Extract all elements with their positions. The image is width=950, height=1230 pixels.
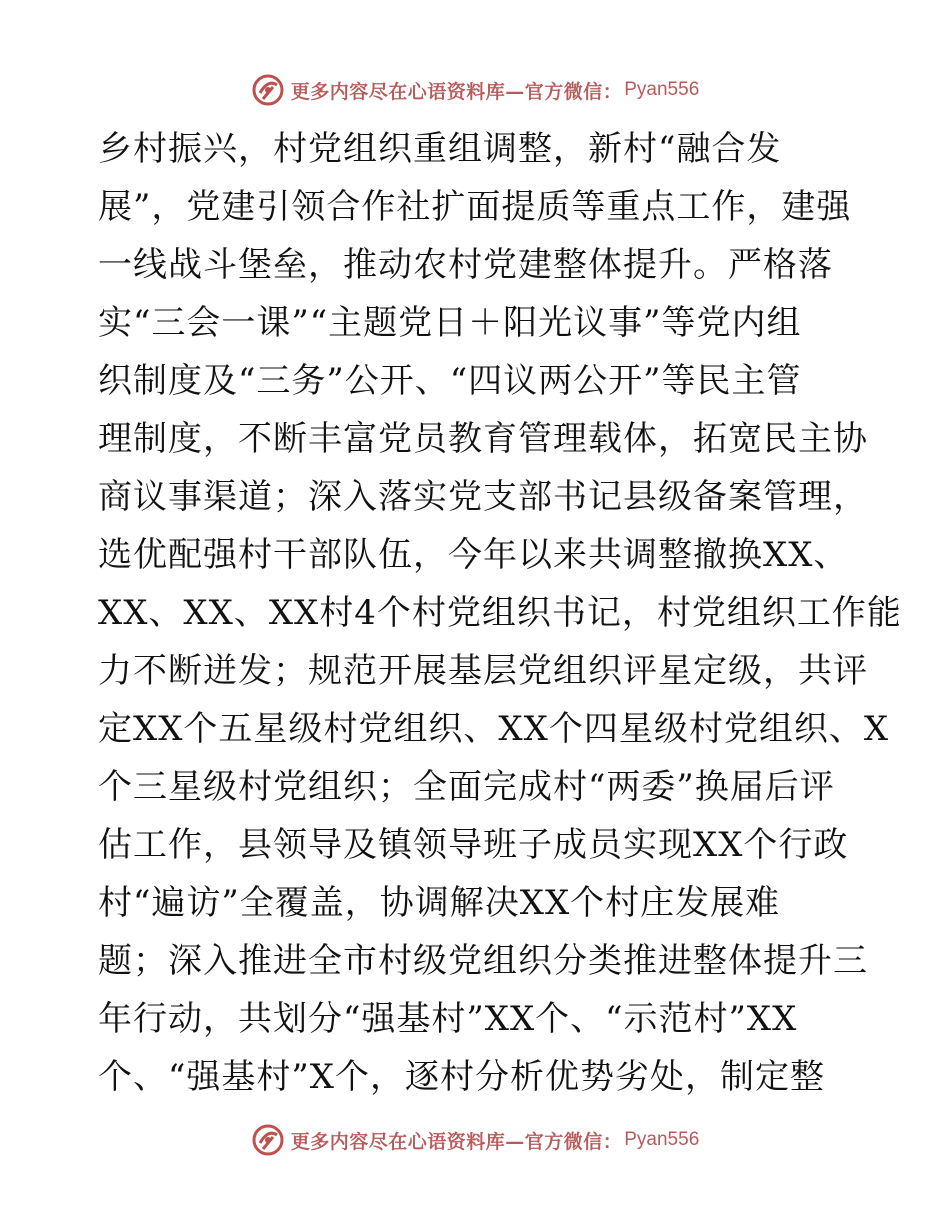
text-line: 力不断迸发；规范开展基层党组织评星定级，共评 [98, 651, 868, 691]
text-line: 年行动，共划分“强基村”XX个、“示范村”XX [98, 999, 798, 1039]
logo-icon [251, 73, 285, 107]
watermark-text: 更多内容尽在心语资料库—官方微信： [290, 1130, 623, 1153]
footer-watermark [0, 1120, 950, 1160]
text-line: 实“三会一课”“主题党日＋阳光议事”等党内组 [98, 303, 802, 343]
text-line: 理制度，不断丰富党员教育管理载体，拓宽民主协 [98, 419, 868, 459]
text-line: 商议事渠道；深入落实党支部书记县级备案管理， [98, 477, 868, 517]
text-line: 选优配强村干部队伍，今年以来共调整撤换XX、 [98, 535, 849, 575]
text-line: 个、“强基村”X个，逐村分析优势劣处，制定整 [98, 1057, 825, 1097]
logo-icon [251, 1123, 285, 1157]
watermark-wechat-id: Pyan556 [624, 79, 700, 100]
text-line: 一线战斗堡垒，推动农村党建整体提升。严格落 [98, 245, 833, 285]
watermark-wechat-id: Pyan556 [624, 1129, 700, 1150]
watermark-text: 更多内容尽在心语资料库—官方微信： [290, 80, 623, 103]
header-watermark [0, 70, 950, 110]
text-line: 织制度及“三务”公开、“四议两公开”等民主管 [98, 361, 802, 401]
document-body [98, 120, 902, 1106]
text-line: 村“遍访”全覆盖，协调解决XX个村庄发展难 [98, 883, 781, 923]
text-line: XX、XX、XX村4个村党组织书记，村党组织工作能 [98, 593, 902, 633]
text-line: 展”，党建引领合作社扩面提质等重点工作，建强 [98, 187, 852, 227]
text-line: 定XX个五星级村党组织、XX个四星级村党组织、X [98, 709, 890, 749]
text-line: 估工作，县领导及镇领导班子成员实现XX个行政 [98, 825, 849, 865]
text-line: 个三星级村党组织；全面完成村“两委”换届后评 [98, 767, 835, 807]
text-line: 题；深入推进全市村级党组织分类推进整体提升三 [98, 941, 868, 981]
text-line: 乡村振兴，村党组织重组调整，新村“融合发 [98, 129, 782, 169]
